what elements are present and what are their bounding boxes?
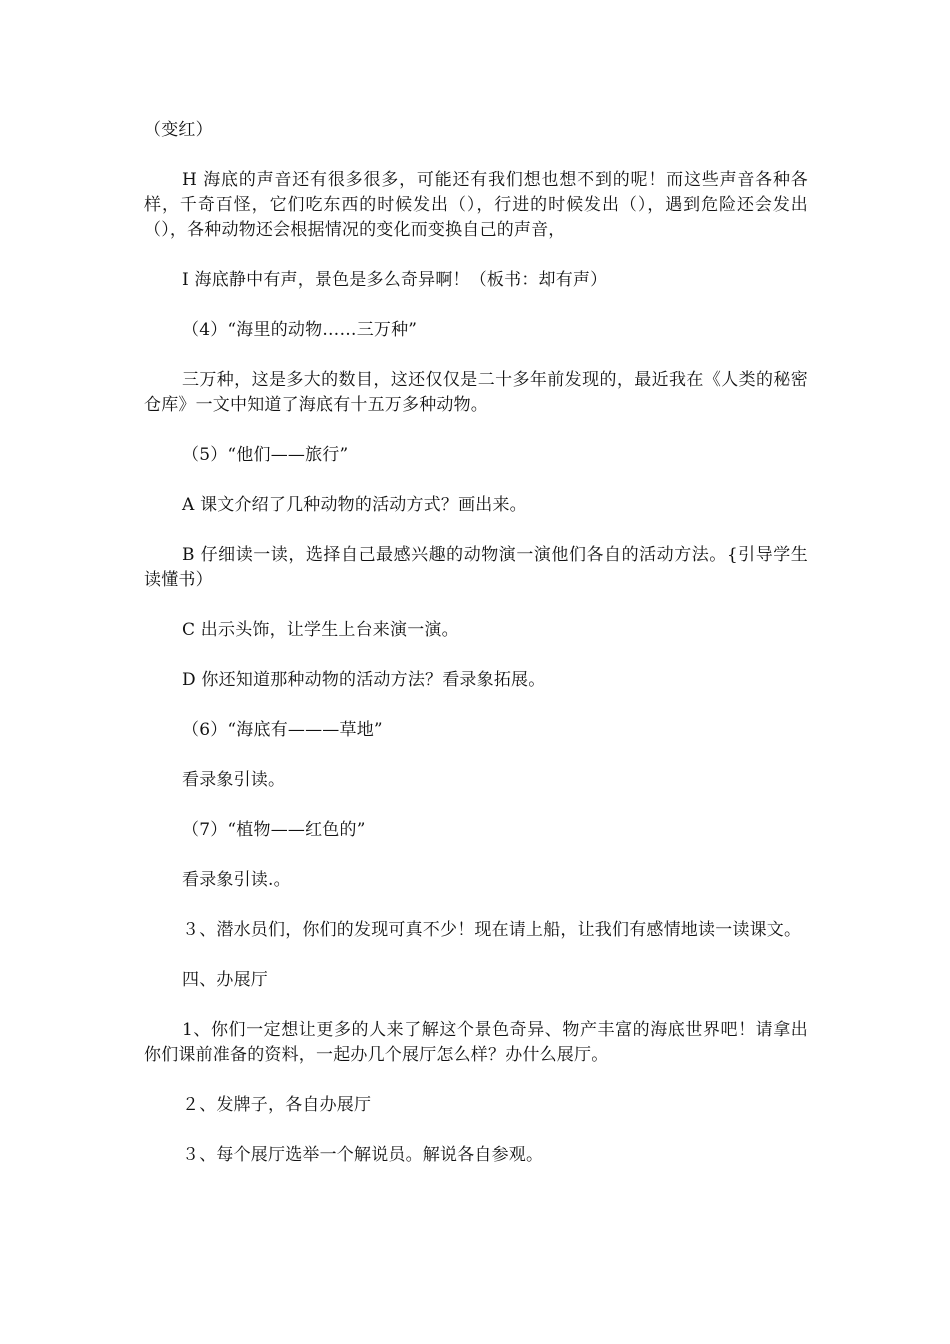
paragraph-15: ３、潜水员们，你们的发现可真不少！现在请上船，让我们有感情地读一读课文。	[182, 920, 802, 940]
paragraph-18: ２、发牌子，各自办展厅	[182, 1095, 372, 1115]
paragraph-14: 看录象引读.。	[182, 870, 291, 890]
paragraph-17: 1、你们一定想让更多的人来了解这个景色奇异、物产丰富的海底世界吧！请拿出你们课前准备的资料，一起办几个展厅怎么样？办什么展厅。	[144, 1020, 808, 1065]
document-page	[144, 118, 808, 1193]
paragraph-8: B 仔细读一读，选择自己最感兴趣的动物演一演他们各自的活动方法。{引导学生读懂书）	[144, 545, 808, 590]
paragraph-2: H 海底的声音还有很多很多，可能还有我们想也想不到的呢！而这些声音各种各样，千奇百怪，它们吃东西的时候发出（），行进的时候发出（），遇到危险还会发出（），各种动物还会根据情况的变化而变换自己的声音，	[144, 170, 808, 240]
paragraph-10: D 你还知道那种动物的活动方法？看录象拓展。	[182, 670, 546, 690]
paragraph-19: ３、每个展厅选举一个解说员。解说各自参观。	[182, 1145, 544, 1165]
paragraph-5: 三万种，这是多大的数目，这还仅仅是二十多年前发现的，最近我在《人类的秘密仓库》一文中知道了海底有十五万多种动物。	[144, 370, 808, 415]
paragraph-4: （4）“海里的动物……三万种”	[182, 320, 418, 340]
paragraph-3: I 海底静中有声，景色是多么奇异啊！（板书：却有声）	[182, 270, 608, 290]
paragraph-13: （7）“植物——红色的”	[182, 820, 366, 840]
paragraph-12: 看录象引读。	[182, 770, 286, 790]
paragraph-1: （变红）	[144, 120, 213, 140]
paragraph-6: （5）“他们——旅行”	[182, 445, 349, 465]
paragraph-7: A 课文介绍了几种动物的活动方式？画出来。	[182, 495, 527, 515]
section-heading: 四、办展厅	[182, 970, 268, 990]
paragraph-11: （6）“海底有———草地”	[182, 720, 383, 740]
paragraph-9: C 出示头饰，让学生上台来演一演。	[182, 620, 459, 640]
